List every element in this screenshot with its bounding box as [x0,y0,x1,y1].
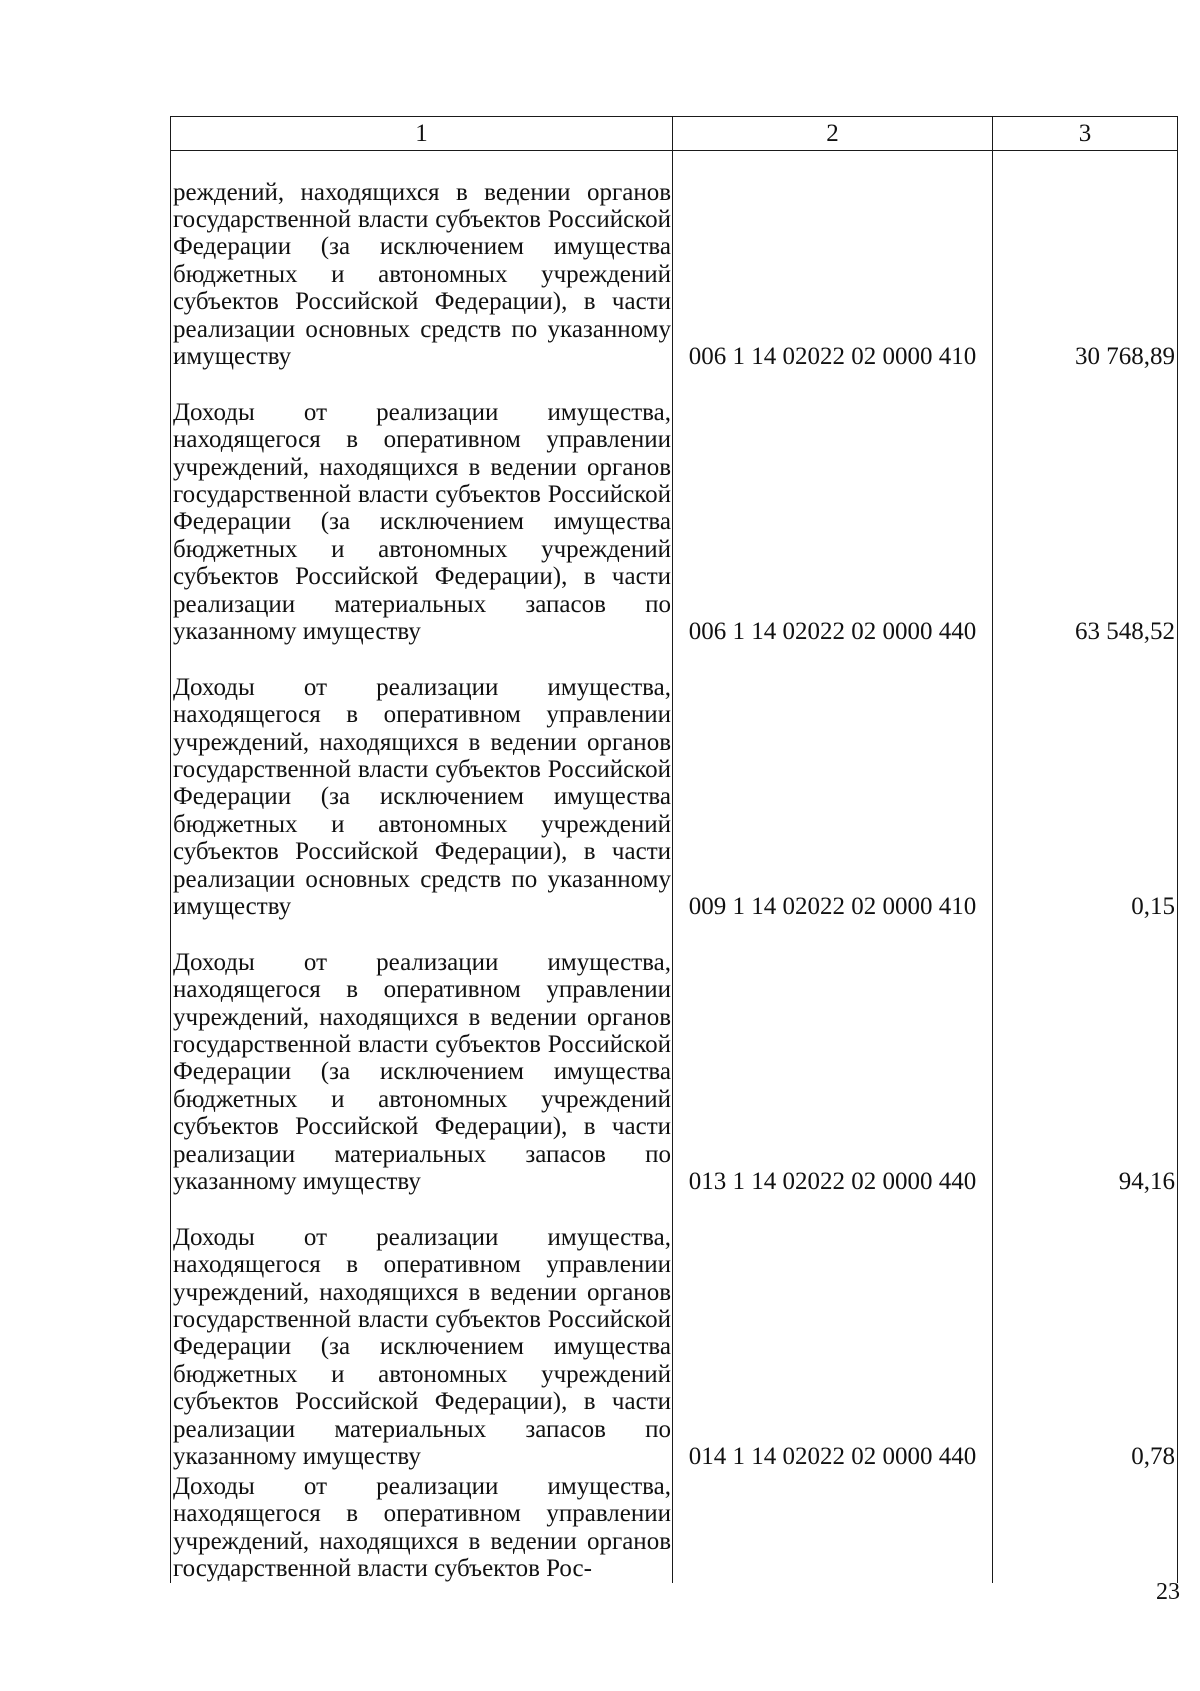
row-budget-code: 009 1 14 02022 02 0000 410 [673,646,993,921]
row-description: Доходы от реализации имущества, находящегося в оперативном управлении учреждений, находящихся в ведении органов государственной власти субъектов Российской Федерации (за исключением имущества бюджетных и автономных учреждений субъектов Российской Федерации), в части реализации материальных запасов по указанному имуществу [171,921,673,1196]
table-row [171,1471,1178,1583]
column-header-1: 1 [171,117,673,151]
row-budget-code: 006 1 14 02022 02 0000 410 [673,151,993,371]
row-budget-code: 014 1 14 02022 02 0000 440 [673,1196,993,1471]
table-row [171,151,1178,371]
page-number: 23 [1156,1579,1180,1605]
table-row [171,921,1178,1196]
table-row [171,646,1178,921]
row-amount: 0,15 [993,646,1178,921]
row-description: Доходы от реализации имущества, находящегося в оперативном управлении учреждений, находящихся в ведении органов государственной власти субъектов Российской Федерации (за исключением имущества бюджетных и автономных учреждений субъектов Российской Федерации), в части реализации основных средств по указанному имуществу [171,646,673,921]
row-amount: 0,78 [993,1196,1178,1471]
table-header-row [171,117,1178,151]
table-row [171,371,1178,646]
revenue-table [170,116,1178,1583]
row-description: реждений, находящихся в ведении органов государственной власти субъектов Российской Федерации (за исключением имущества бюджетных и автономных учреждений субъектов Российской Федерации), в части реализации основных средств по указанному имуществу [171,151,673,371]
row-budget-code: 013 1 14 02022 02 0000 440 [673,921,993,1196]
table-row [171,1196,1178,1471]
row-amount: 63 548,52 [993,371,1178,646]
row-budget-code: 006 1 14 02022 02 0000 440 [673,371,993,646]
row-amount: 94,16 [993,921,1178,1196]
row-description: Доходы от реализации имущества, находящегося в оперативном управлении учреждений, находящихся в ведении органов государственной власти субъектов Рос- [171,1471,673,1583]
row-budget-code [673,1471,993,1583]
column-header-2: 2 [673,117,993,151]
row-description: Доходы от реализации имущества, находящегося в оперативном управлении учреждений, находящихся в ведении органов государственной власти субъектов Российской Федерации (за исключением имущества бюджетных и автономных учреждений субъектов Российской Федерации), в части реализации материальных запасов по указанному имуществу [171,371,673,646]
row-description: Доходы от реализации имущества, находящегося в оперативном управлении учреждений, находящихся в ведении органов государственной власти субъектов Российской Федерации (за исключением имущества бюджетных и автономных учреждений субъектов Российской Федерации), в части реализации материальных запасов по указанному имуществу [171,1196,673,1471]
row-amount: 30 768,89 [993,151,1178,371]
row-amount [993,1471,1178,1583]
column-header-3: 3 [993,117,1178,151]
